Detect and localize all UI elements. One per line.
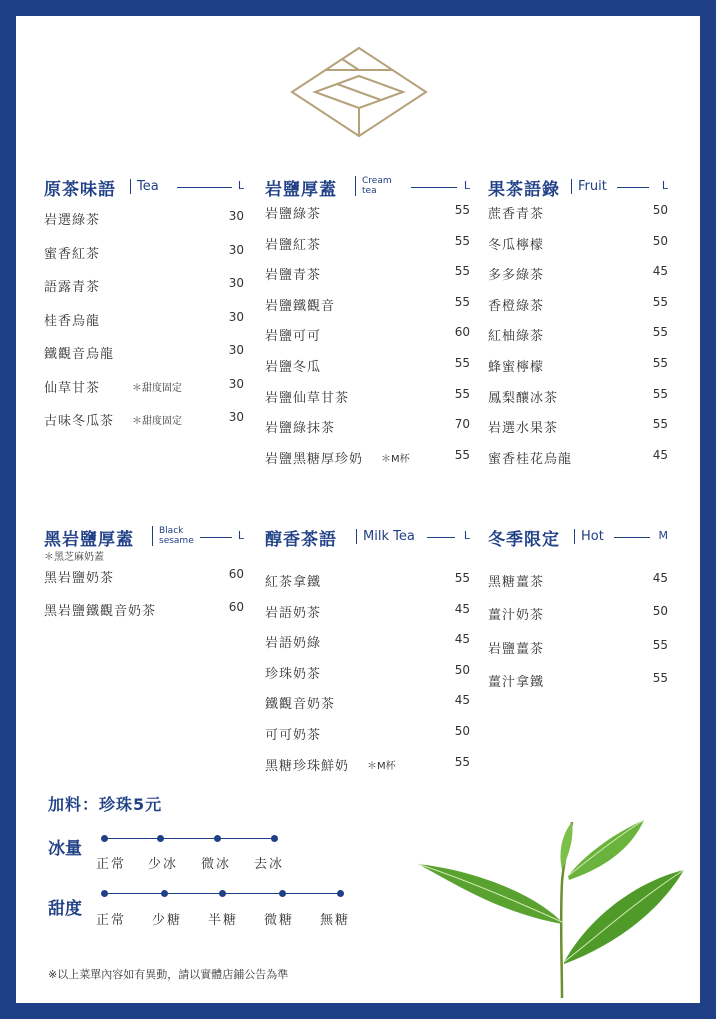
section-header (265, 525, 470, 551)
item-list (44, 567, 244, 633)
menu-item (265, 632, 470, 663)
sugar-option[interactable]: 半糖 (208, 913, 239, 928)
section-title: 黑岩鹽厚蓋 (44, 530, 134, 550)
cup-size: L (463, 179, 470, 192)
menu-item (44, 600, 244, 633)
item-name: 冬瓜檸檬 (488, 237, 545, 253)
item-price: 30 (228, 276, 244, 290)
item-name: 紅茶拿鐵 (265, 575, 322, 590)
cup-size: L (661, 179, 668, 192)
item-price: 55 (454, 294, 470, 309)
menu-item (44, 377, 244, 411)
menu-item (265, 693, 470, 724)
sugar-option[interactable]: 少糖 (152, 913, 183, 928)
section-title: 岩鹽厚蓋 (265, 180, 337, 200)
menu-item (488, 604, 668, 637)
item-name: 香橙綠茶 (488, 298, 545, 314)
menu-item (488, 638, 668, 671)
item-note: ＊甜度固定 (132, 416, 182, 427)
item-name: 蜜香紅茶 (44, 246, 101, 262)
item-price: 30 (228, 376, 244, 391)
menu-item (44, 310, 244, 344)
item-name: 岩鹽綠抹茶 (265, 421, 336, 437)
item-name: 黑岩鹽奶茶 (44, 571, 115, 586)
item-price: 55 (652, 417, 668, 432)
item-note: ＊甜度固定 (132, 382, 182, 394)
item-list (44, 209, 244, 444)
section-divider (177, 187, 232, 188)
menu-item (488, 325, 668, 356)
menu-item (488, 387, 668, 418)
menu-item (44, 276, 244, 310)
sugar-dot[interactable] (101, 890, 108, 897)
item-price: 60 (228, 567, 244, 581)
section-subtitle: Tea (130, 179, 159, 194)
item-price: 55 (454, 203, 470, 217)
item-price: 50 (454, 723, 470, 738)
item-name: 岩鹽薑茶 (488, 641, 545, 657)
item-price: 30 (228, 309, 244, 324)
item-price: 55 (454, 754, 470, 769)
section-header (488, 175, 668, 201)
item-name: 黑岩鹽鐵觀音奶茶 (44, 604, 157, 619)
item-price: 30 (228, 242, 244, 257)
item-name: 薑汁奶茶 (488, 608, 545, 624)
sugar-dot[interactable] (337, 890, 344, 897)
ice-dot[interactable] (214, 835, 221, 842)
item-name: 桂香烏龍 (44, 313, 101, 329)
tea-leaf-illustration (412, 812, 688, 1000)
section-divider (617, 187, 649, 188)
section-subtitle: Black sesame (152, 526, 199, 546)
item-name: 岩鹽黑糖厚珍奶 (265, 451, 364, 467)
item-name: 鐵觀音奶茶 (265, 697, 336, 713)
menu-item (265, 387, 470, 418)
item-price: 55 (454, 233, 470, 248)
section-subtitle: Milk Tea (356, 529, 415, 544)
item-price: 50 (652, 203, 668, 217)
item-price: 55 (454, 355, 470, 370)
sugar-dot[interactable] (219, 890, 226, 897)
item-name: 岩語奶茶 (265, 605, 322, 621)
item-note: ＊M杯 (381, 453, 410, 465)
section-subtitle: Hot (574, 529, 604, 544)
section-title: 冬季限定 (488, 530, 560, 550)
item-name: 岩鹽紅茶 (265, 237, 322, 253)
menu-item (265, 234, 470, 265)
section-header (44, 525, 244, 551)
sugar-option[interactable]: 無糖 (320, 913, 351, 928)
item-price: 55 (652, 386, 668, 401)
menu-item (265, 755, 470, 786)
menu-item (488, 234, 668, 265)
menu-item (488, 203, 668, 234)
item-list (265, 571, 470, 785)
item-name: 仙草甘茶 (44, 380, 101, 396)
ice-label: 冰量 (48, 839, 82, 859)
section-title: 醇香茶語 (265, 530, 337, 550)
menu-item (265, 417, 470, 448)
section-fruit (488, 175, 668, 478)
section-divider (427, 537, 455, 538)
item-price: 45 (454, 632, 470, 647)
menu-item (488, 448, 668, 479)
item-list (488, 203, 668, 478)
item-price: 60 (454, 325, 470, 340)
section-divider (411, 187, 457, 188)
menu-item (265, 571, 470, 602)
item-price: 55 (652, 355, 668, 370)
item-price: 45 (652, 571, 668, 585)
section-header (265, 175, 470, 201)
item-name: 薑汁拿鐵 (488, 674, 545, 690)
item-name: 蔗香青茶 (488, 207, 545, 222)
item-price: 30 (228, 209, 244, 223)
item-name: 蜂蜜檸檬 (488, 359, 545, 375)
addon-info: 加料：珍珠5元 (48, 795, 163, 814)
cup-size: M (658, 529, 668, 542)
ice-dot[interactable] (101, 835, 108, 842)
menu-item (44, 243, 244, 277)
item-price: 55 (454, 386, 470, 401)
menu-item (44, 567, 244, 600)
item-price: 70 (454, 417, 470, 432)
item-price: 55 (652, 670, 668, 685)
section-subtitle: Fruit (571, 179, 607, 194)
item-price: 30 (228, 343, 244, 357)
ice-option[interactable]: 去冰 (254, 857, 285, 872)
item-price: 55 (652, 637, 668, 652)
item-price: 50 (652, 233, 668, 248)
ice-dot[interactable] (271, 835, 278, 842)
item-price: 45 (652, 447, 668, 462)
item-price: 45 (652, 264, 668, 279)
menu-item (265, 325, 470, 356)
item-note: ＊M杯 (367, 760, 396, 772)
item-name: 語露青茶 (44, 280, 101, 295)
item-name: 黑糖珍珠鮮奶 (265, 758, 350, 774)
ice-scale-line (104, 838, 276, 839)
item-name: 岩鹽可可 (265, 329, 322, 345)
cup-size: L (237, 529, 244, 542)
menu-item (265, 724, 470, 755)
section-tea (44, 175, 244, 444)
section-black (44, 525, 244, 633)
ice-option[interactable]: 正常 (96, 857, 127, 872)
sugar-option[interactable]: 正常 (96, 913, 127, 928)
item-price: 55 (454, 571, 470, 585)
item-price: 30 (228, 410, 244, 424)
item-name: 珍珠奶茶 (265, 666, 322, 682)
menu-item (488, 671, 668, 704)
sugar-dot[interactable] (279, 890, 286, 897)
menu-item (44, 209, 244, 243)
menu-item (265, 448, 470, 479)
item-price: 50 (652, 604, 668, 619)
menu-item (265, 295, 470, 326)
item-name: 岩鹽青茶 (265, 268, 322, 284)
item-name: 岩鹽冬瓜 (265, 359, 322, 375)
item-price: 55 (454, 264, 470, 279)
menu-item (265, 264, 470, 295)
item-name: 岩鹽綠茶 (265, 207, 322, 222)
item-name: 岩鹽鐵觀音 (265, 298, 336, 314)
item-price: 55 (454, 447, 470, 462)
section-title: 果茶語錄 (488, 180, 560, 200)
footer-disclaimer: ※以上菜單內容如有異動，請以實體店鋪公告為準 (48, 968, 289, 981)
ice-option[interactable]: 微冰 (201, 857, 232, 872)
item-name: 鳳梨釀冰茶 (488, 390, 559, 406)
menu-item (44, 343, 244, 377)
cup-size: L (237, 179, 244, 192)
section-milk (265, 525, 470, 785)
menu-item (488, 417, 668, 448)
item-price: 50 (454, 662, 470, 677)
menu-item (265, 663, 470, 694)
item-price: 55 (652, 325, 668, 340)
item-name: 蜜香桂花烏龍 (488, 451, 573, 467)
menu-item (44, 410, 244, 444)
menu-item (265, 203, 470, 234)
item-name: 岩語奶綠 (265, 636, 322, 652)
section-note: ＊黑芝麻奶蓋 (44, 552, 104, 563)
item-name: 紅柚綠茶 (488, 329, 545, 345)
cup-size: L (463, 529, 470, 542)
section-subtitle: Cream tea (355, 176, 402, 196)
menu-item (265, 356, 470, 387)
sugar-dot[interactable] (161, 890, 168, 897)
menu-item (488, 264, 668, 295)
section-divider (200, 537, 232, 538)
sugar-option[interactable]: 微糖 (264, 913, 295, 928)
item-price: 45 (454, 601, 470, 616)
section-header (488, 525, 668, 551)
item-list (488, 571, 668, 704)
item-price: 55 (652, 294, 668, 309)
section-cream (265, 175, 470, 478)
item-price: 45 (454, 693, 470, 708)
sugar-label: 甜度 (48, 899, 82, 919)
section-divider (614, 537, 650, 538)
ice-option[interactable]: 少冰 (148, 857, 179, 872)
item-name: 岩選水果茶 (488, 421, 559, 437)
section-hot (488, 525, 668, 704)
menu-item (488, 295, 668, 326)
menu-item (488, 356, 668, 387)
section-header (44, 175, 244, 201)
item-list (265, 203, 470, 478)
section-title: 原茶味語 (44, 180, 116, 200)
item-name: 多多綠茶 (488, 268, 545, 284)
menu-item (488, 571, 668, 604)
item-price: 60 (228, 600, 244, 614)
brand-logo (290, 46, 428, 138)
item-name: 岩鹽仙草甘茶 (265, 390, 350, 406)
item-name: 鐵觀音烏龍 (44, 347, 115, 362)
item-name: 岩選綠茶 (44, 213, 101, 228)
ice-dot[interactable] (157, 835, 164, 842)
menu-item (265, 602, 470, 633)
item-name: 古味冬瓜茶 (44, 414, 115, 429)
item-name: 可可奶茶 (265, 727, 322, 743)
item-name: 黑糖薑茶 (488, 575, 545, 590)
